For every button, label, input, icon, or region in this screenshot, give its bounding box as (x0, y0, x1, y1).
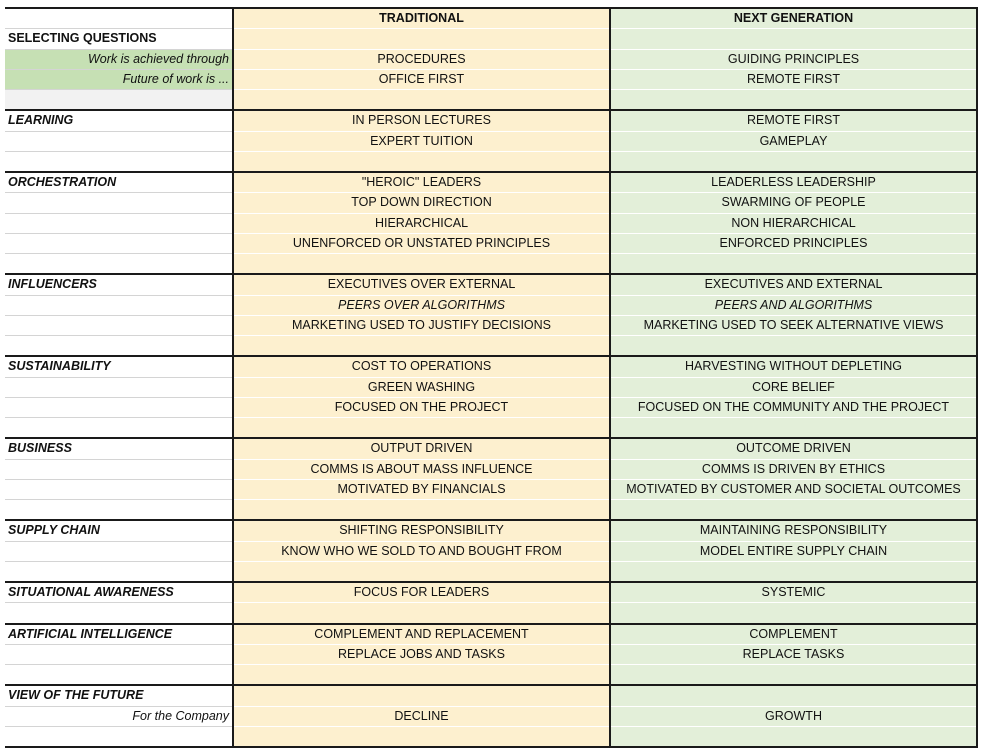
cell[interactable]: ENFORCED PRINCIPLES (610, 233, 977, 253)
table-row (5, 336, 977, 357)
cell[interactable]: HIERARCHICAL (233, 213, 610, 233)
cell[interactable] (5, 233, 233, 253)
table-row (5, 172, 977, 193)
cell[interactable]: MAINTAINING RESPONSIBILITY (610, 520, 977, 541)
cell[interactable]: GUIDING PRINCIPLES (610, 49, 977, 69)
cell[interactable] (610, 254, 977, 275)
cell-a1[interactable] (5, 8, 233, 29)
table-row (5, 151, 977, 172)
table-row (5, 706, 977, 726)
cell[interactable] (5, 418, 233, 439)
cell[interactable] (610, 151, 977, 172)
table-row (5, 541, 977, 561)
cell[interactable] (610, 90, 977, 111)
selecting-questions-title[interactable]: SELECTING QUESTIONS (5, 29, 233, 49)
cell[interactable]: REMOTE FIRST (610, 110, 977, 131)
cell[interactable]: EXECUTIVES AND EXTERNAL (610, 274, 977, 295)
section-learning[interactable]: LEARNING (5, 110, 233, 131)
table-row (5, 295, 977, 315)
table-row (5, 193, 977, 213)
cell[interactable] (5, 644, 233, 664)
future-for-company-label[interactable]: For the Company (5, 706, 233, 726)
table-row (5, 520, 977, 541)
cell[interactable]: DECLINE (233, 706, 610, 726)
cell[interactable] (233, 336, 610, 357)
cell[interactable]: LEADERLESS LEADERSHIP (610, 172, 977, 193)
cell[interactable]: TOP DOWN DIRECTION (233, 193, 610, 213)
cell[interactable]: GREEN WASHING (233, 377, 610, 397)
table-row (5, 438, 977, 459)
cell[interactable]: CORE BELIEF (610, 377, 977, 397)
cell[interactable] (5, 254, 233, 275)
cell[interactable]: EXPERT TUITION (233, 131, 610, 151)
comparison-spreadsheet (5, 7, 978, 748)
cell[interactable] (5, 315, 233, 335)
table-row (5, 274, 977, 295)
cell[interactable] (233, 418, 610, 439)
cell[interactable] (233, 90, 610, 111)
header-next-generation[interactable]: NEXT GENERATION (610, 8, 977, 29)
section-influencers[interactable]: INFLUENCERS (5, 274, 233, 295)
cell[interactable]: GAMEPLAY (610, 131, 977, 151)
cell[interactable] (5, 397, 233, 417)
table-row (5, 131, 977, 151)
cell[interactable]: MARKETING USED TO SEEK ALTERNATIVE VIEWS (610, 315, 977, 335)
table-row (5, 397, 977, 417)
cell[interactable] (5, 295, 233, 315)
section-business[interactable]: BUSINESS (5, 438, 233, 459)
table-row (5, 356, 977, 377)
cell[interactable] (233, 254, 610, 275)
cell[interactable] (610, 29, 977, 49)
cell[interactable]: OFFICE FIRST (233, 69, 610, 89)
cell[interactable] (5, 151, 233, 172)
cell[interactable]: EXECUTIVES OVER EXTERNAL (233, 274, 610, 295)
table-row (5, 315, 977, 335)
table-row (5, 90, 977, 111)
cell[interactable]: UNENFORCED OR UNSTATED PRINCIPLES (233, 233, 610, 253)
cell[interactable] (233, 561, 610, 582)
cell[interactable]: MARKETING USED TO JUSTIFY DECISIONS (233, 315, 610, 335)
cell[interactable]: MODEL ENTIRE SUPPLY CHAIN (610, 541, 977, 561)
table-row (5, 561, 977, 582)
cell[interactable] (5, 665, 233, 686)
cell[interactable] (233, 603, 610, 624)
table-row (5, 500, 977, 521)
cell[interactable]: NON HIERARCHICAL (610, 213, 977, 233)
section-view-of-the-future[interactable]: VIEW OF THE FUTURE (5, 685, 233, 706)
cell[interactable]: COMPLEMENT (610, 624, 977, 645)
cell[interactable]: FOCUS FOR LEADERS (233, 582, 610, 603)
table-row (5, 29, 977, 49)
cell[interactable] (5, 131, 233, 151)
cell[interactable]: COMMS IS DRIVEN BY ETHICS (610, 459, 977, 479)
cell[interactable] (233, 151, 610, 172)
cell[interactable] (233, 665, 610, 686)
cell[interactable]: COMMS IS ABOUT MASS INFLUENCE (233, 459, 610, 479)
cell[interactable] (5, 459, 233, 479)
cell[interactable] (5, 561, 233, 582)
cell[interactable]: "HEROIC" LEADERS (233, 172, 610, 193)
cell[interactable] (610, 336, 977, 357)
cell[interactable]: SYSTEMIC (610, 582, 977, 603)
cell[interactable] (5, 193, 233, 213)
table-row (5, 254, 977, 275)
cell[interactable] (5, 479, 233, 499)
table-row (5, 110, 977, 131)
cell[interactable] (610, 685, 977, 706)
cell[interactable]: FOCUSED ON THE COMMUNITY AND THE PROJECT (610, 397, 977, 417)
table-row (5, 233, 977, 253)
cell[interactable]: REPLACE TASKS (610, 644, 977, 664)
header-traditional[interactable]: TRADITIONAL (233, 8, 610, 29)
cell[interactable] (233, 500, 610, 521)
cell[interactable]: GROWTH (610, 706, 977, 726)
table-row (5, 582, 977, 603)
cell[interactable] (5, 336, 233, 357)
cell[interactable]: PROCEDURES (233, 49, 610, 69)
cell[interactable] (610, 500, 977, 521)
cell[interactable]: PEERS OVER ALGORITHMS (233, 295, 610, 315)
cell[interactable]: PEERS AND ALGORITHMS (610, 295, 977, 315)
section-artificial-intelligence[interactable]: ARTIFICIAL INTELLIGENCE (5, 624, 233, 645)
cell[interactable] (5, 726, 233, 747)
cell[interactable]: COMPLEMENT AND REPLACEMENT (233, 624, 610, 645)
section-supply-chain[interactable]: SUPPLY CHAIN (5, 520, 233, 541)
cell[interactable] (5, 213, 233, 233)
cell[interactable] (233, 685, 610, 706)
cell[interactable] (610, 561, 977, 582)
table-row (5, 479, 977, 499)
cell[interactable]: REMOTE FIRST (610, 69, 977, 89)
table-row (5, 665, 977, 686)
table-row (5, 213, 977, 233)
cell[interactable]: IN PERSON LECTURES (233, 110, 610, 131)
question-future-of-work[interactable]: Future of work is ... (5, 69, 233, 89)
table-row (5, 644, 977, 664)
section-situational-awareness[interactable]: SITUATIONAL AWARENESS (5, 582, 233, 603)
cell[interactable]: FOCUSED ON THE PROJECT (233, 397, 610, 417)
table-row (5, 624, 977, 645)
cell[interactable]: COST TO OPERATIONS (233, 356, 610, 377)
table-row (5, 49, 977, 69)
cell[interactable]: HARVESTING WITHOUT DEPLETING (610, 356, 977, 377)
cell[interactable] (233, 726, 610, 747)
table-row (5, 459, 977, 479)
cell[interactable]: KNOW WHO WE SOLD TO AND BOUGHT FROM (233, 541, 610, 561)
section-orchestration[interactable]: ORCHESTRATION (5, 172, 233, 193)
cell[interactable]: OUTCOME DRIVEN (610, 438, 977, 459)
cell[interactable] (610, 665, 977, 686)
table-row (5, 726, 977, 747)
table-row (5, 418, 977, 439)
table-row (5, 685, 977, 706)
cell[interactable]: SWARMING OF PEOPLE (610, 193, 977, 213)
cell[interactable] (5, 541, 233, 561)
cell[interactable]: SHIFTING RESPONSIBILITY (233, 520, 610, 541)
cell[interactable] (610, 418, 977, 439)
cell[interactable]: MOTIVATED BY CUSTOMER AND SOCIETAL OUTCOMES (610, 479, 977, 499)
cell[interactable] (5, 603, 233, 624)
cell[interactable]: REPLACE JOBS AND TASKS (233, 644, 610, 664)
cell[interactable] (610, 726, 977, 747)
table-row (5, 377, 977, 397)
table-row (5, 69, 977, 89)
cell[interactable] (5, 377, 233, 397)
cell[interactable] (233, 29, 610, 49)
question-work-achieved[interactable]: Work is achieved through (5, 49, 233, 69)
cell[interactable] (5, 500, 233, 521)
cell[interactable] (610, 603, 977, 624)
table-row (5, 603, 977, 624)
section-sustainability[interactable]: SUSTAINABILITY (5, 356, 233, 377)
table-row (5, 8, 977, 29)
cell[interactable] (5, 90, 233, 111)
cell[interactable]: MOTIVATED BY FINANCIALS (233, 479, 610, 499)
cell[interactable]: OUTPUT DRIVEN (233, 438, 610, 459)
